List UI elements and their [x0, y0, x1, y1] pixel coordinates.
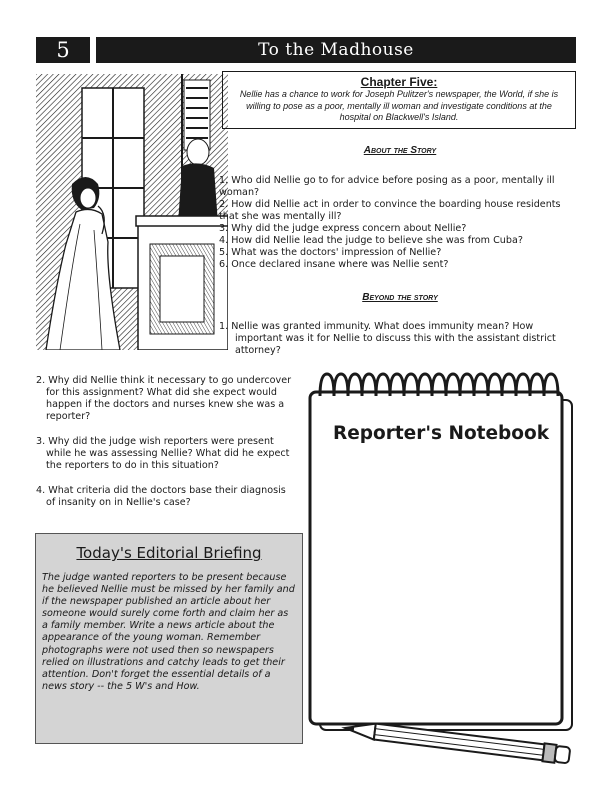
question-item: 6. Once declared insane where was Nellie sent?	[219, 259, 449, 270]
editorial-briefing-box	[35, 533, 303, 744]
chapter-number: 5	[36, 37, 90, 63]
beyond-story-questions-continued	[36, 375, 298, 522]
chapter-summary: Nellie has a chance to work for Joseph Pulitzer's newspaper, the World, if she is willing to pose as a poor, mentally ill woman and investigate conditions at the hospital on Blackwell's Island.	[239, 89, 559, 122]
chapter-title: To the Madhouse	[96, 37, 576, 63]
question-item: 1. Nellie was granted immunity. What does immunity mean? How important was it for Nellie to discuss this with the assistant district attorney?	[219, 321, 556, 356]
question-item: 2. How did Nellie act in order to convince the boarding house residents that she was mentally ill?	[219, 199, 561, 222]
beyond-story-heading: Beyond the story	[362, 292, 438, 303]
chapter-heading: Chapter Five:	[360, 75, 438, 89]
editorial-title: Today's Editorial Briefing	[76, 544, 262, 562]
question-item: 5. What was the doctors' impression of Nellie?	[219, 247, 442, 258]
question-item: 2. Why did Nellie think it necessary to go undercover for this assignment? What did she expect would happen if the doctors and nurses knew she was a reporter?	[36, 375, 292, 422]
chapter-summary-box	[222, 71, 576, 129]
question-item: 4. What criteria did the doctors base their diagnosis of insanity on in Nellie's case?	[36, 485, 286, 508]
about-story-heading: About the Story	[363, 145, 437, 156]
editorial-body: The judge wanted reporters to be present because he believed Nellie must be missed by her family and if the newspaper published an article about her someone would surely come forth and claim her as a family member. Write a news article about the appearance of the young woman. Remember photographs were not used then so newspapers relied on illustrations and catchy leads to get their attention. Don't forget the essential details of a news story -- the 5 W's and How.	[42, 572, 295, 692]
beyond-story-questions	[219, 321, 579, 357]
question-item: 1. Who did Nellie go to for advice before posing as a poor, mentally ill woman?	[219, 175, 555, 198]
question-item: 3. Why did the judge express concern about Nellie?	[219, 223, 467, 234]
question-item: 4. How did Nellie lead the judge to believe she was from Cuba?	[219, 235, 523, 246]
about-story-questions	[219, 175, 579, 271]
question-item: 3. Why did the judge wish reporters were present while he was assessing Nellie? What did he expect the reporters to do in this situation?	[36, 436, 290, 471]
notebook-title: Reporter's Notebook	[332, 423, 550, 444]
woman-before-judge-illustration	[36, 74, 228, 350]
